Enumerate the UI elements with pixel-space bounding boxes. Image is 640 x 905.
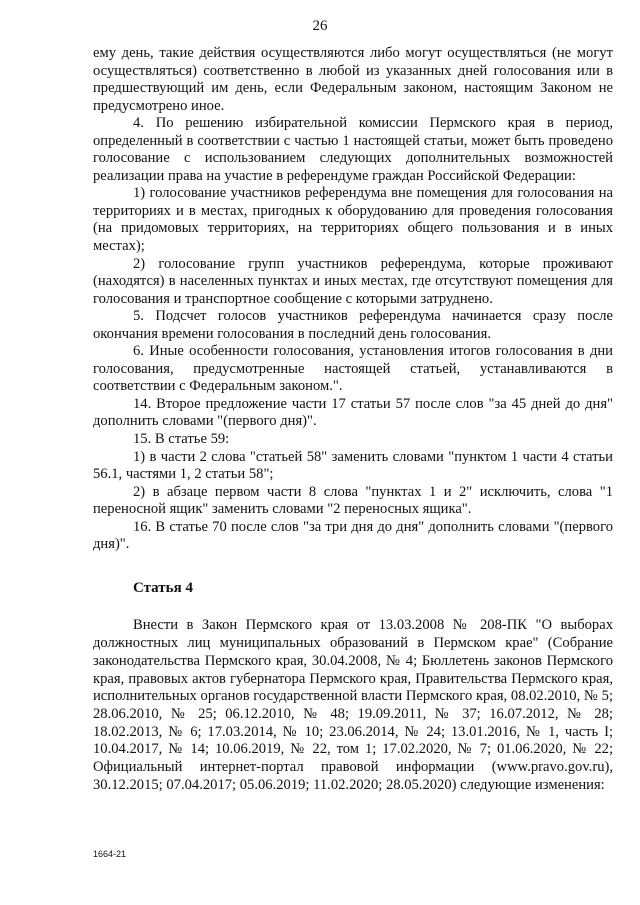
paragraph-item-14: 14. Второе предложение части 17 статьи 57 после слов "за 45 дней до дня" дополнить словами "(первого дня)". [93,395,613,430]
page-number: 26 [312,18,328,34]
paragraph-subitem-1: 1) голосование участников референдума вне помещения для голосования на территориях и в местах, пригодных к оборудованию для проведения голосования (на придомовых территориях, на территориях общего пользования и в иных местах); [93,185,613,255]
paragraph-item-15: 15. В статье 59: [133,431,230,448]
article-heading: Статья 4 [133,579,193,596]
paragraph-item-5: 5. Подсчет голосов участников референдума начинается сразу после окончания времени голосования в последний день голосования. [93,308,613,342]
paragraph-continuation: ему день, такие действия осуществляются либо могут осуществляться (не могут осуществляться) соответственно в любой из указанных дней голосования или в предшествующий им день, если Федеральным законом, настоящим Законом не предусмотрено иное. [93,45,613,114]
document-body [93,45,613,794]
paragraph-item-16: 16. В статье 70 после слов "за три дня до дня" дополнить словами "(первого дня)". [93,518,613,553]
document-code: 1664-21 [93,849,127,859]
paragraph-item-4: 4. По решению избирательной комиссии Пермского края в период, определенный в соответствии с частью 1 настоящей статьи, может быть проведено голосование с использованием следующих дополнительных возможностей реализации права на участие в референдуме граждан Российской Федерации: [93,115,613,184]
paragraph-item-15-1: 1) в части 2 слова "статьей 58" заменить словами "пунктом 1 части 4 статьи 56.1, частями 1, 2 статьи 58"; [93,448,613,483]
paragraph-subitem-2: 2) голосование групп участников референдума, которые проживают (находятся) в населенных пунктах и иных местах, где отсутствуют помещения для голосования и транспортное сообщение с которыми затруднено. [93,255,613,307]
paragraph-item-15-2: 2) в абзаце первом части 8 слова "пунктах 1 и 2" исключить, слова "1 переносной ящик" заменить словами "2 переносных ящика". [93,483,613,518]
article-4-text: Внести в Закон Пермского края от 13.03.2008 № 208-ПК "О выборах должностных лиц муниципальных образований в Пермском крае" (Собрание законодательства Пермского края, 30.04.2008, № 4; Бюллетень законов Пермского края, правовых актов губернатора Пермского края, Правительства Пермского края, исполнительных органов государственной власти Пермского края, 08.02.2010, № 5; 28.06.2010, № 25; 06.12.2010, № 48; 19.09.2011, № 37; 16.07.2012, № 28; 18.02.2013, № 6; 17.03.2014, № 10; 23.06.2014, № 24; 13.01.2016, № 1, часть I; 10.04.2017, № 14; 10.06.2019, № 22, том 1; 17.02.2020, № 7; 01.06.2020, № 22; Официальный интернет-портал правовой информации (www.pravo.gov.ru), 30.12.2015; 07.04.2017; 05.06.2019; 11.02.2020; 28.05.2020) следующие изменения: [93,617,613,793]
paragraph-item-6: 6. Иные особенности голосования, установления итогов голосования в дни голосования, предусмотренные настоящей статьей, устанавливаются в соответствии с Федеральным законом.". [93,343,613,395]
